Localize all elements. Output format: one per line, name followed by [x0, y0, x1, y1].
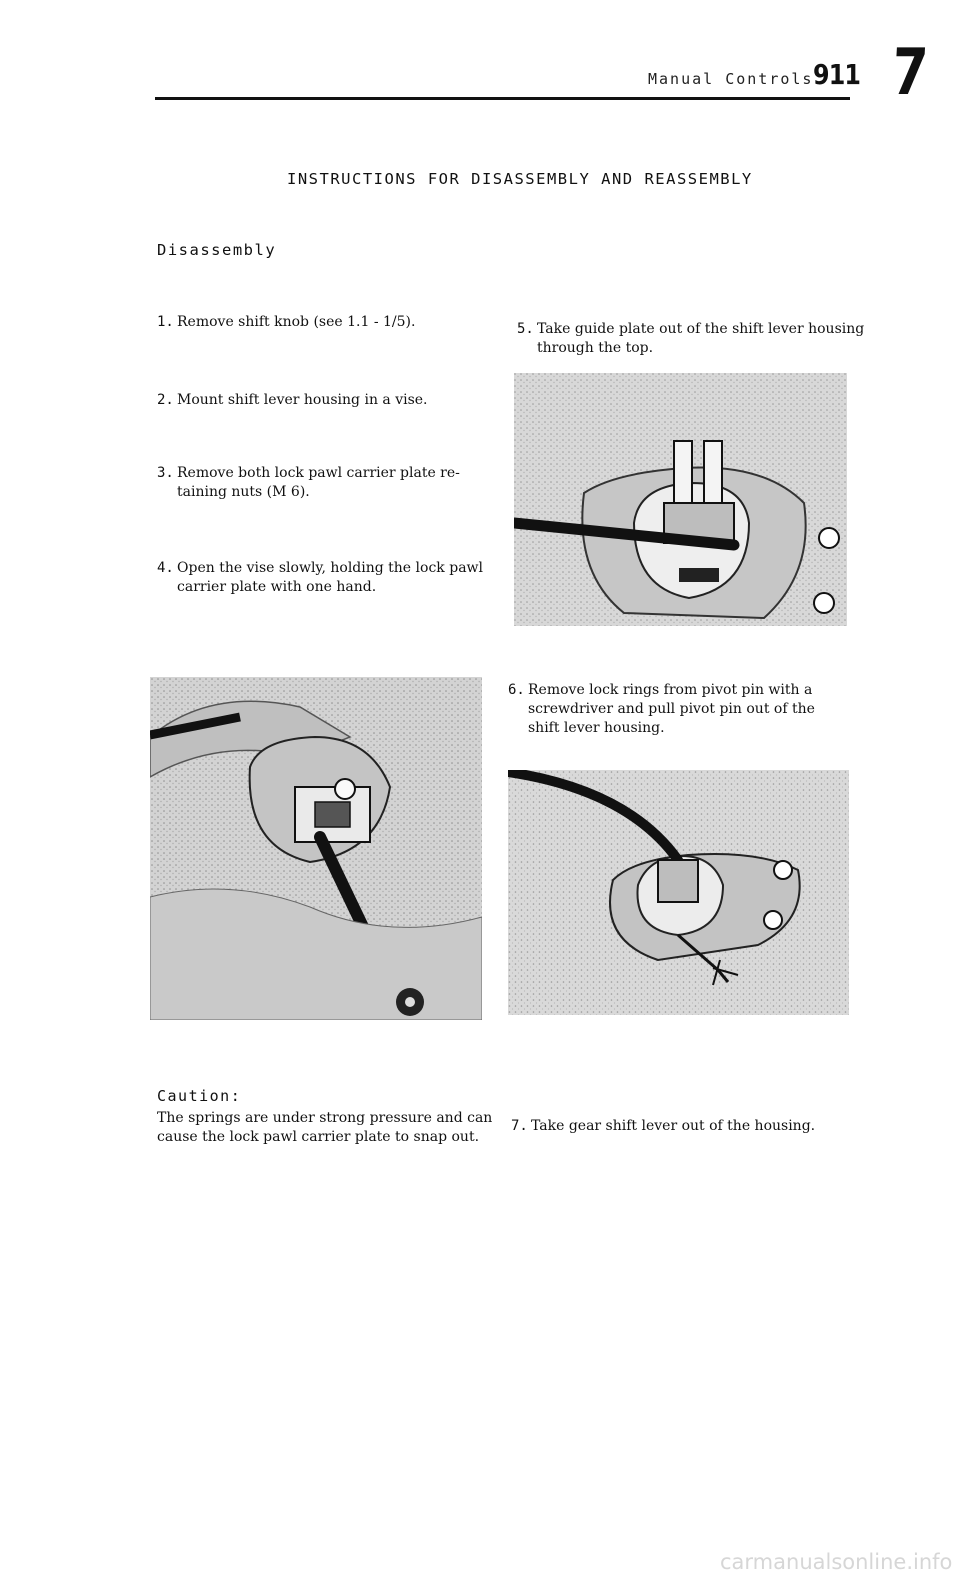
- header-rule: [155, 97, 850, 100]
- step-number: 2.: [157, 392, 174, 408]
- photo-guide-plate: [514, 373, 847, 626]
- caution-label: Caution:: [157, 1087, 242, 1105]
- step-number: 5.: [517, 321, 534, 337]
- step-number: 3.: [157, 465, 174, 481]
- caution-text: [157, 1109, 492, 1147]
- step-6: [508, 681, 815, 738]
- chapter-number: 7: [889, 36, 930, 110]
- step-2: [157, 391, 428, 410]
- step-7: [511, 1117, 815, 1136]
- step-text-line: carrier plate with one hand.: [177, 579, 377, 595]
- watermark: carmanualsonline.info: [720, 1550, 953, 1574]
- step-text: Remove shift knob (see 1.1 - 1/5).: [177, 314, 416, 330]
- step-number: 4.: [157, 560, 174, 576]
- step-text: Take gear shift lever out of the housing.: [531, 1118, 816, 1134]
- photo-vise: [150, 677, 482, 1020]
- step-text-line: Remove both lock pawl carrier plate re-: [177, 465, 460, 481]
- step-1: [157, 313, 415, 332]
- step-text-line: screwdriver and pull pivot pin out of the: [528, 701, 815, 717]
- caution-text-line: The springs are under strong pressure and can: [157, 1110, 493, 1126]
- step-text-line: Open the vise slowly, holding the lock pawl: [177, 560, 483, 576]
- photo-pivot-pin: [508, 770, 849, 1015]
- header-title: Manual Controls: [648, 70, 814, 88]
- step-text: Mount shift lever housing in a vise.: [177, 392, 428, 408]
- photo-vise-illustration: [150, 677, 482, 1020]
- step-number: 6.: [508, 682, 525, 698]
- step-text-line: taining nuts (M 6).: [177, 484, 310, 500]
- step-text-line: Remove lock rings from pivot pin with a: [528, 682, 813, 698]
- step-4: [157, 559, 483, 597]
- model-number: 911: [813, 58, 861, 91]
- section-heading: INSTRUCTIONS FOR DISASSEMBLY AND REASSEMBLY: [287, 170, 753, 188]
- subheading: Disassembly: [157, 241, 277, 259]
- caution-text-line: cause the lock pawl carrier plate to snap out.: [157, 1129, 480, 1145]
- step-5: [517, 320, 864, 358]
- step-text-line: shift lever housing.: [528, 720, 665, 736]
- step-number: 7.: [511, 1118, 528, 1134]
- step-number: 1.: [157, 314, 174, 330]
- photo-guide-plate-illustration: [514, 373, 847, 626]
- step-3: [157, 464, 460, 502]
- step-text-line: Take guide plate out of the shift lever housing: [537, 321, 865, 337]
- step-text-line: through the top.: [537, 340, 654, 356]
- photo-pivot-pin-illustration: [508, 770, 849, 1015]
